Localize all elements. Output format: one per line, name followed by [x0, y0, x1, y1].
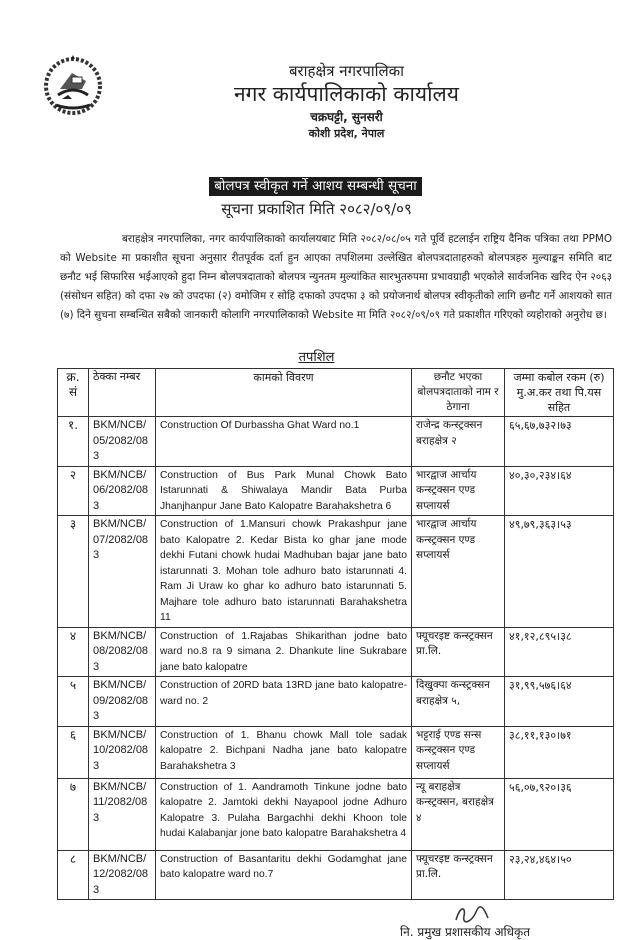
row-serial: १. — [58, 417, 89, 467]
header-contract-no: ठेक्का नम्बर — [89, 369, 156, 417]
row-contract-no: BKM/NCB/08/2082/083 — [89, 627, 156, 677]
row-bidder: भारद्वाज आर्चाय कन्स्ट्रक्सन एण्ड सप्लायर्स — [412, 466, 505, 516]
row-contract-no: BKM/NCB/09/2082/083 — [89, 677, 156, 727]
row-serial: ७ — [58, 778, 89, 850]
row-description: Construction of 1. Aandramoth Tinkune jodne bato kalopatre 2. Jamtoki dekhi Nayapool jodne Adhuro Kalopatre 3. Pulaha Bargachhi dekhi Khoon tole hudai Kalabanjar jone bato kalopatre Barahakshetra 4 — [156, 778, 412, 850]
office-province: कोशी प्रदेश, नेपाल — [308, 127, 385, 140]
row-bidder: भारद्वाज आर्चाय कन्स्ट्रक्सन एण्ड सप्लायर्स — [412, 516, 505, 628]
row-amount: ४०,३०,२३४।६४ — [505, 466, 614, 516]
row-serial: ४ — [58, 627, 89, 677]
table-row — [58, 850, 614, 900]
table-caption: तपशिल — [298, 350, 335, 365]
row-description: Construction of Bus Park Munal Chowk Bato Istarunnati & Shiwalaya Mandir Bata Purba Jhanjhanpur Jane Bato Kalopatre Barahakshetra 6 — [156, 466, 412, 516]
row-amount: ५६,०७,९२०।३६ — [505, 778, 614, 850]
row-amount: ४१,१२,८९५।३८ — [505, 627, 614, 677]
row-serial: ८ — [58, 850, 89, 900]
row-description: Construction of Basantaritu dekhi Godamghat jane bato kalopatre ward no.7 — [156, 850, 412, 900]
row-serial: २ — [58, 466, 89, 516]
notice-title: बोलपत्र स्वीकृत गर्ने आशय सम्बन्धी सूचना — [209, 177, 422, 196]
signature-mark — [452, 904, 492, 924]
row-serial: ५ — [58, 677, 89, 727]
row-contract-no: BKM/NCB/12/2082/083 — [89, 850, 156, 900]
row-bidder: फ्यूचरइष्ट कन्स्ट्रक्सन प्रा.लि. — [412, 850, 505, 900]
office-location: चक्रघट्टी, सुनसरी — [310, 110, 383, 124]
row-contract-no: BKM/NCB/06/2082/083 — [89, 466, 156, 516]
row-amount: ४९,७९,३६३।५३ — [505, 516, 614, 628]
contracts-table — [57, 368, 614, 900]
table-row — [58, 516, 614, 628]
row-description: Construction of 1.Rajabas Shikarithan jodne bato ward no.8 ra 9 simana 2. Dhankute line Sukrabare jane bato kalopatre — [156, 627, 412, 677]
row-contract-no: BKM/NCB/10/2082/083 — [89, 726, 156, 778]
row-description: Construction of 1.Mansuri chowk Prakashpur jane bato Kalopatre 2. Kedar Bista ko ghar jane mode dekhi Futani chowk hudai Madhuban bajar jane bato istarunnati 3. Mohan tole adhuro bato istarunnati 4. Ram Ji Uraw ko ghar ko adhuro bato istarunnati 5. Majhare tole adhuro bato istarunnati Barahakshetra 11 — [156, 516, 412, 628]
table-row — [58, 677, 614, 727]
row-bidder: राजेन्द्र कन्स्ट्रक्सन बराहक्षेत्र २ — [412, 417, 505, 467]
row-description: Construction Of Durbassha Ghat Ward no.1 — [156, 417, 412, 467]
row-amount: ३१,९९,५७६।६४ — [505, 677, 614, 727]
notice-body: बराहक्षेत्र नगरपालिका, नगर कार्यपालिकाको कार्यालयबाट मिति २०८२/०८/०५ गते पूर्वि हटलाईन राष्ट्रिय दैनिक पत्रिका तथा PPMO को Website मा प्रकाशीत सूचना अनुसार रीतपूर्वक दर्ता हुन आएका तपशिलमा उल्लेखित बोलपत्रदाताहरुको बोलपत्रहरु मुल्याङ्कन समिति बाट छनौट भई सिफारिस भईआएको हुदा निम्न बोलपत्रदाताको बोलपत्र न्युनतम मुल्यांकित सारभुतरुपमा प्रभावग्राही भएकोले सार्वजनिक खरिद ऐन २०६३ (संसोधन सहित) को दफा २७ को उपदफा (२) वमोजिम र सोहि दफाको उपदफा ३ को प्रयोजनार्थ बोलपत्र स्वीकृतीको लागि छनौट गर्ने आशयको सात (७) दिने सुचना सम्बन्धित सबैको जानकारी कोलागि नगरपालिकाको Website मा मिति २०८२/०९/०९ गते प्रकाशीत गरिएको व्यहोराको अनुरोध छ। — [60, 233, 612, 321]
row-contract-no: BKM/NCB/11/2082/083 — [89, 778, 156, 850]
row-bidder: फ्यूचरइष्ट कन्स्ट्रक्सन प्रा.लि. — [412, 627, 505, 677]
table-row — [58, 466, 614, 516]
row-serial: ३ — [58, 516, 89, 628]
row-description: Construction of 1. Bhanu chowk Mall tole sadak kalopatre 2. Bichpani Nadha jane bato kalopatre Barahakshetra 3 — [156, 726, 412, 778]
table-row — [58, 627, 614, 677]
row-serial: ६ — [58, 726, 89, 778]
table-row — [58, 417, 614, 467]
municipality-name: बराहक्षेत्र नगरपालिका — [288, 62, 405, 80]
signatory-title: नि. प्रमुख प्रशासकीय अधिकृत — [400, 925, 531, 939]
row-contract-no: BKM/NCB/05/2082/083 — [89, 417, 156, 467]
table-row — [58, 726, 614, 778]
row-contract-no: BKM/NCB/07/2082/083 — [89, 516, 156, 628]
row-amount: २३,२४,४६४।५० — [505, 850, 614, 900]
table-header-row — [58, 369, 614, 417]
table-row — [58, 778, 614, 850]
header-serial: क्र. सं — [58, 369, 89, 417]
header-bidder: छनौट भएका बोलपत्रदाताको नाम र ठेगाना — [412, 369, 505, 417]
row-amount: ६५,६७,७३२।७३ — [505, 417, 614, 467]
row-amount: ३८,११,१३०।७१ — [505, 726, 614, 778]
row-bidder: न्यू बराहक्षेत्र कन्स्ट्रक्सन, बराहक्षेत्र ४ — [412, 778, 505, 850]
row-bidder: दिखुक्पा कन्स्ट्रक्सन बराहक्षेत्र ५, — [412, 677, 505, 727]
header-amount: जम्मा कबोल रकम (रु) मु.अ.कर तथा पि.यस सहित — [505, 369, 614, 417]
office-name: नगर कार्यपालिकाको कार्यालय — [234, 82, 459, 106]
row-description: Construction of 20RD bata 13RD jane bato kalopatre-ward no. 2 — [156, 677, 412, 727]
published-date: सूचना प्रकाशित मिति २०८२/०९/०९ — [221, 200, 412, 218]
header-description: कामको विवरण — [156, 369, 412, 417]
row-bidder: भट्टराई एण्ड सन्स कन्स्ट्रक्सन एण्ड सप्लायर्स — [412, 726, 505, 778]
